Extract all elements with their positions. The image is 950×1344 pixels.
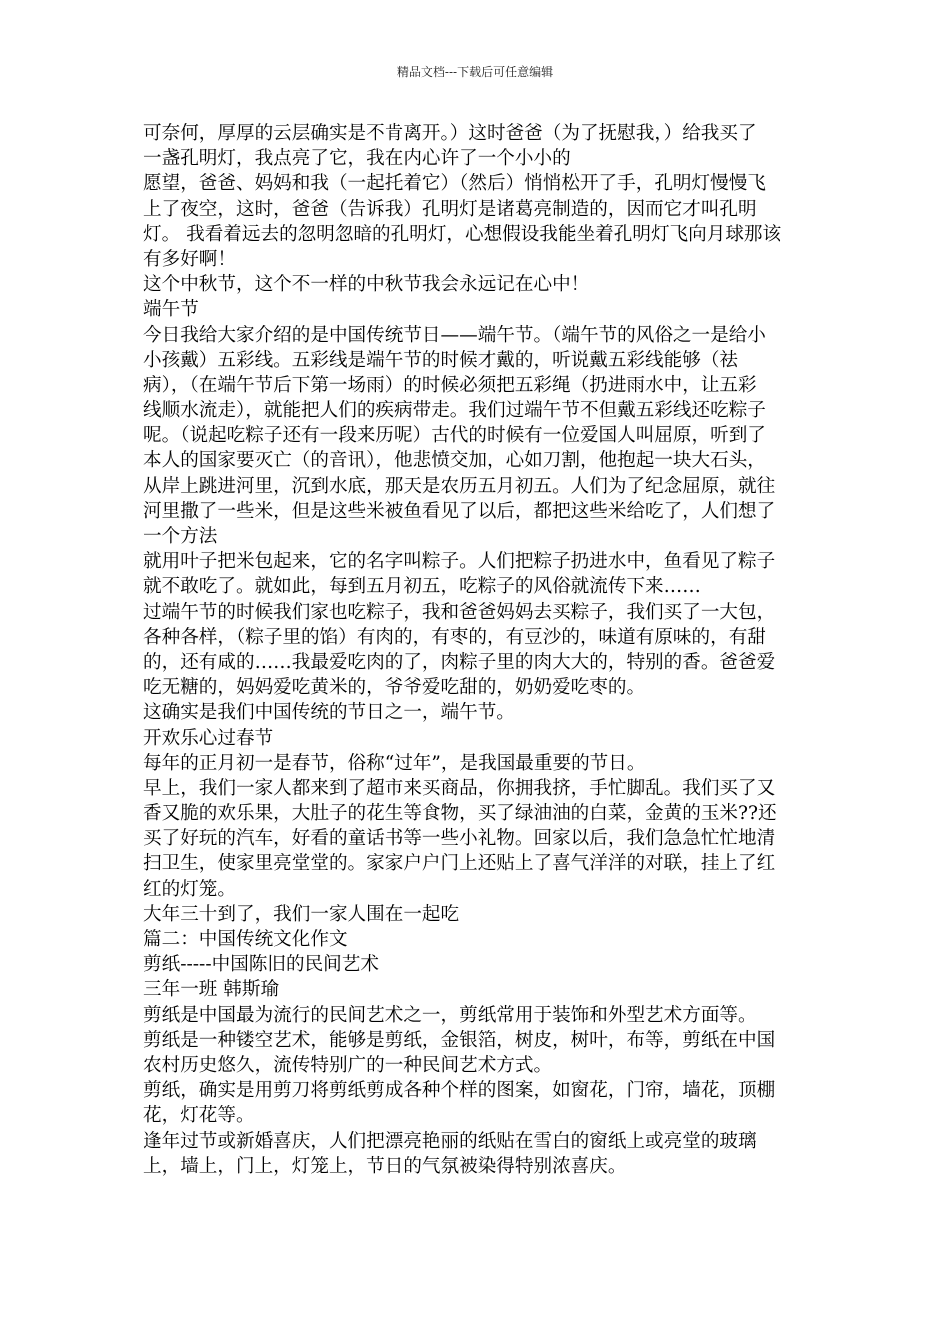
text-line: 剪纸，确实是用剪刀将剪纸剪成各种个样的图案，如窗花，门帘，墙花，顶棚	[143, 1080, 776, 1102]
text-line: 一盏孔明灯，我点亮了它，我在内心许了一个小小的	[143, 148, 571, 170]
text-line: 大年三十到了，我们一家人围在一起吃	[143, 903, 460, 925]
text-line: 可奈何，厚厚的云层确实是不肯离开。）这时爸爸（为了抚慰我，）给我买了	[143, 123, 757, 144]
page-header: 精品文档---下载后可任意编辑	[396, 65, 554, 79]
text-line: 剪纸是一种镂空艺术，能够是剪纸，金银箔，树皮，树叶，布等，剪纸在中国	[143, 1029, 776, 1051]
text-line: 农村历史悠久，流传特别广的一种民间艺术方式。	[143, 1054, 553, 1076]
text-line: 吃无糖的，妈妈爱吃黄米的，爷爷爱吃甜的，奶奶爱吃枣的。	[143, 677, 646, 699]
text-line: 剪纸是中国最为流行的民间艺术之一，剪纸常用于装饰和外型艺术方面等。	[143, 1004, 757, 1026]
text-line: 有多好啊！	[143, 248, 236, 270]
text-line: 从岸上跳进河里，沉到水底，那天是农历五月初五。人们为了纪念屈原，就往	[143, 475, 776, 497]
text-line: 这确实是我们中国传统的节日之一，端午节。	[143, 702, 515, 724]
text-line: 花，灯花等。	[143, 1105, 255, 1127]
text-line: 病），（在端午节后下第一场雨）的时候必须把五彩绳（扔进雨水中，让五彩	[143, 374, 757, 396]
text-line: 的，还有咸的……我最爱吃肉的了，肉粽子里的肉大大的，特别的香。爸爸爱	[143, 651, 776, 673]
text-line: 今日我给大家介绍的是中国传统节日——端午节。（端午节的风俗之一是给小	[143, 324, 766, 346]
text-line: 线顺水流走），就能把人们的疾病带走。我们过端午节不但戴五彩线还吃粽子	[143, 400, 766, 422]
text-line: 一个方法	[143, 526, 218, 547]
text-line: 过端午节的时候我们家也吃粽子，我和爸爸妈妈去买粽子，我们买了一大包，	[143, 601, 776, 623]
text-line: 就用叶子把米包起来，它的名字叫粽子。人们把粽子扔进水中，鱼看见了粽子	[143, 551, 776, 573]
text-line: 这个中秋节，这个不一样的中秋节我会永远记在心中！	[143, 274, 590, 296]
text-line: 灯。 我看着远去的忽明忽暗的孔明灯，心想假设我能坐着孔明灯飞向月球那该	[143, 223, 782, 245]
text-line: 上，墙上，门上，灯笼上，节日的气氛被染得特别浓喜庆。	[143, 1155, 627, 1177]
section-title: 剪纸-----中国陈旧的民间艺术	[143, 954, 379, 976]
section-title: 篇二：中国传统文化作文	[143, 929, 348, 950]
text-line: 小孩戴）五彩线。五彩线是端午节的时候才戴的，听说戴五彩线能够（祛	[143, 349, 739, 371]
text-line: 上了夜空，这时，爸爸（告诉我）孔明灯是诸葛亮制造的，因而它才叫孔明	[143, 198, 757, 220]
text-line: 逢年过节或新婚喜庆，人们把漂亮艳丽的纸贴在雪白的窗纸上或亮堂的玻璃	[143, 1130, 757, 1152]
text-line: 愿望，爸爸、妈妈和我（一起托着它）（然后）悄悄松开了手，孔明灯慢慢飞	[143, 173, 766, 195]
document-body	[143, 121, 823, 1179]
section-title: 开欢乐心过春节	[143, 727, 274, 749]
text-line: 早上，我们一家人都来到了超市来买商品，你拥我挤，手忙脚乱。我们买了又	[143, 777, 776, 799]
text-line: 每年的正月初一是春节，俗称“过年”，是我国最重要的节日。	[143, 752, 646, 774]
text-line: 呢。（说起吃粽子还有一段来历呢）古代的时候有一位爱国人叫屈原，听到了	[143, 425, 766, 447]
text-line: 买了好玩的汽车，好看的童话书等一些小礼物。回家以后，我们急急忙忙地清	[143, 828, 776, 850]
text-line: 河里撒了一些米，但是这些米被鱼看见了以后，都把这些米给吃了，人们想了	[143, 500, 776, 522]
text-line: 香又脆的欢乐果，大肚子的花生等食物，买了绿油油的白菜，金黄的玉米??还	[143, 803, 777, 825]
section-title: 端午节	[143, 299, 199, 321]
text-line: 扫卫生，使家里亮堂堂的。家家户户门上还贴上了喜气洋洋的对联，挂上了红	[143, 853, 776, 875]
text-line: 红的灯笼。	[143, 878, 236, 900]
text-line: 就不敢吃了。就如此，每到五月初五，吃粽子的风俗就流传下来……	[143, 576, 701, 598]
text-line: 本人的国家要灭亡（的音讯），他悲愤交加，心如刀割，他抱起一块大石头，	[143, 450, 766, 472]
author-line: 三年一班 韩斯瑜	[143, 979, 280, 1001]
text-line: 各种各样，（粽子里的馅）有肉的，有枣的，有豆沙的，味道有原味的，有甜	[143, 626, 766, 648]
